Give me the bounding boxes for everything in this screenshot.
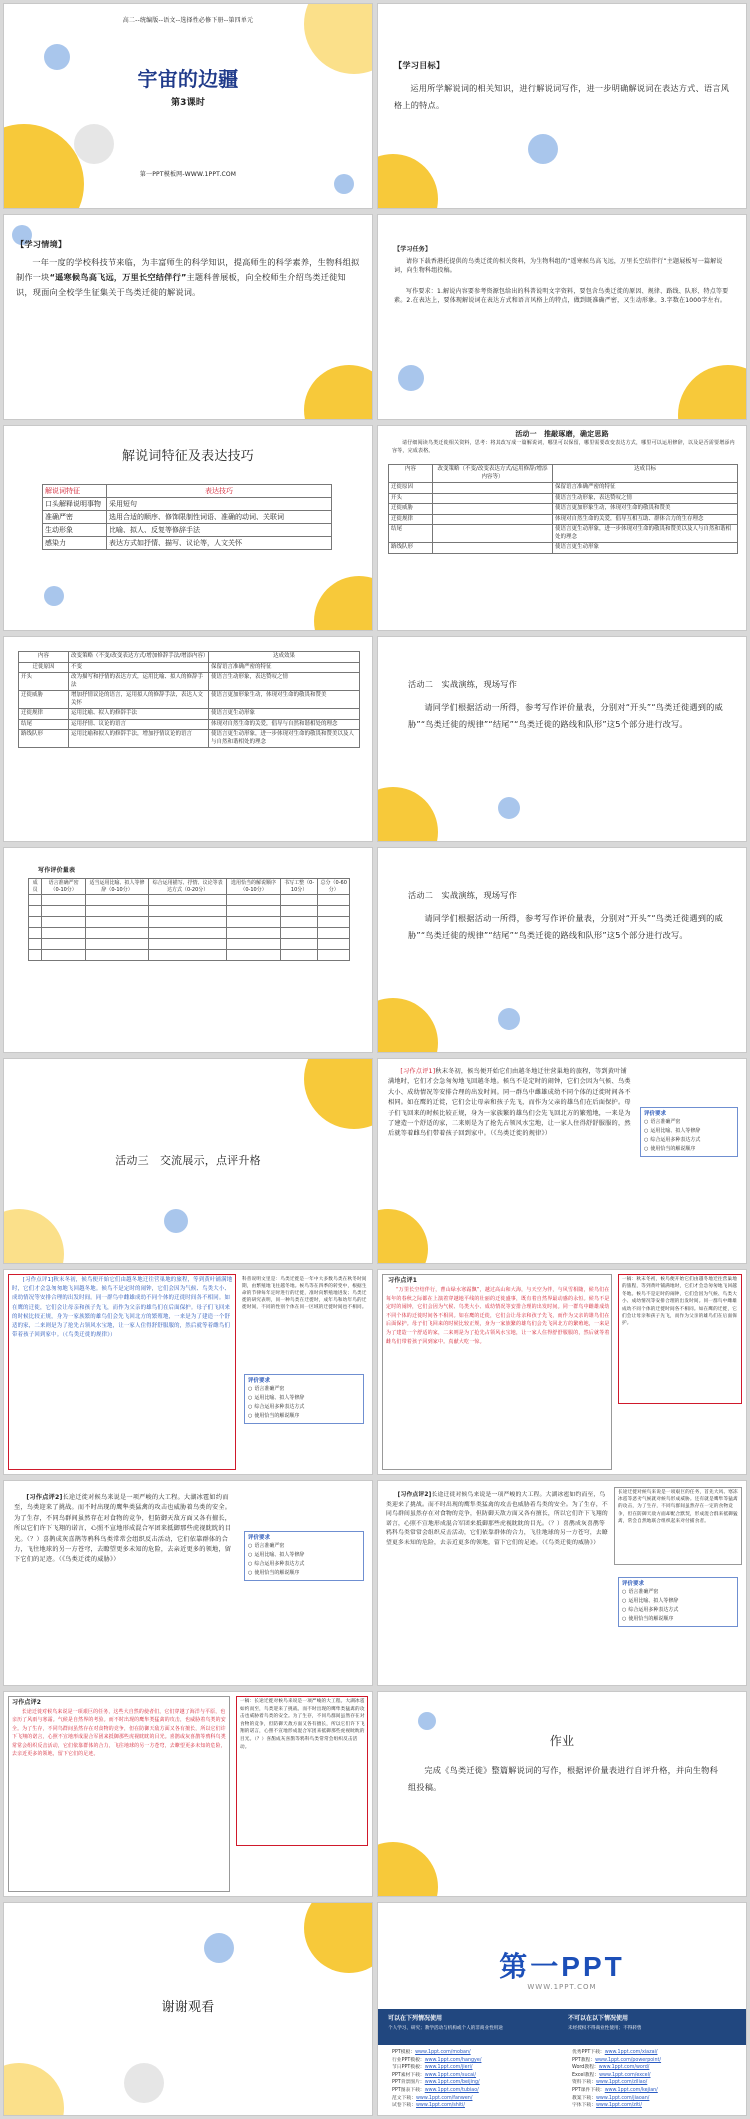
- table-cell: 保留语言准确严密的特征: [209, 662, 360, 673]
- table-header: 改变策略（不变/改变表达方式/运用修辞/增添内容等）: [433, 465, 553, 483]
- table-cell: [433, 504, 553, 515]
- decor-circle: [124, 2063, 164, 2103]
- table-cell: 准确严密: [43, 511, 107, 524]
- table-cell: 开头: [389, 493, 433, 504]
- table-header: 达成目标: [553, 465, 738, 483]
- criteria-title: 评价要求: [644, 1111, 667, 1117]
- link-row[interactable]: [392, 2087, 481, 2095]
- table-header: 解说词特征: [43, 485, 107, 498]
- decor-circle: [377, 154, 438, 209]
- thanks-text: 谢谢观看: [161, 2000, 215, 2015]
- link-url[interactable]: www.1ppt.com/hangye/: [424, 2057, 482, 2063]
- criteria-box: [618, 1577, 738, 1627]
- table-cell[interactable]: [29, 906, 42, 917]
- review-label: [习作点评1]: [400, 1068, 436, 1075]
- section-heading: 【学习情境】: [16, 239, 67, 249]
- table-header: 语言准确严密（0-10分）: [42, 879, 86, 895]
- slide-activity-three: [3, 1058, 373, 1264]
- table-cell[interactable]: [86, 917, 149, 928]
- decor-circle: [314, 576, 373, 631]
- link-row[interactable]: [392, 2072, 481, 2080]
- decor-circle: [3, 2063, 64, 2116]
- criteria-item: ○ 综合运用多种表达方式: [248, 1403, 360, 1412]
- table-cell: 迁徙规律: [19, 709, 69, 720]
- link-label: 范文下载：: [392, 2095, 416, 2101]
- table-cell[interactable]: [227, 928, 280, 939]
- table-header: 达成效果: [209, 652, 360, 663]
- table-cell: 感染力: [43, 537, 107, 550]
- decor-circle: [377, 1209, 428, 1264]
- link-url[interactable]: www.1ppt.com/excel/: [599, 2072, 651, 2078]
- usage-band: [378, 2009, 746, 2045]
- criteria-item: ○ 语言准确严密: [622, 1588, 734, 1597]
- link-label: PPT教程：: [572, 2057, 596, 2063]
- table-header: 选用恰当的解说顺序（0-10分）: [227, 879, 280, 895]
- link-row[interactable]: [392, 2079, 481, 2087]
- criteria-item: ○ 运用比喻、拟人等修辞: [622, 1597, 734, 1606]
- slide-strategy-answers: [3, 636, 373, 842]
- essay-text: [12, 1276, 234, 1340]
- revised-essay: “万里长空结伴行，曹山绿水寒霜飘”，越过高山和大海，与天空为伴，与风雪相随，候鸟们在每年的春秋之际都在上演着穿越地平线的壮丽的迁徙盛事，既有着自然界最动感的永恒。候鸟不是定时的闹钟，它们会因为气候、鸟类大小、成幼情况等安排合理的出发时间。同一群鸟中雌雄成幼不同个体的迁徙时间各不相同。如在鹰的迁徙，它们会让母亲和孩子先飞，而作为父亲的雄鸟们在后面保护。母子们飞回来的时候比较正规，身为一家族繁的雄鸟们会先飞回北方的繁殖地，一来是为了建造一个舒适的家，二来则是为了抢先占领风水宝地，让一家人住得舒舒服服的，然后就等着雌鸟们带着孩子回到家中。真献大吃一惊。: [386, 1287, 610, 1345]
- table-cell[interactable]: [29, 950, 42, 961]
- table-cell: 改为描写和抒情的表达方式，运用比喻、拟人的修辞手法: [69, 673, 209, 691]
- link-url[interactable]: www.1ppt.com/ziliao/: [596, 2080, 648, 2086]
- source-note: 长途迁徙对候鸟来说是一项艰巨的任务，首先大风、寒冻冰雹等恶劣气候就对候鸟形成威胁。还有就是鹰隼等猛禽的攻击，为了生存，不同鸟群间虽然存在一定的食物竞争，但在防御天敌方面却配合默契，形成混合群来抵御猛禽，常会自然地联合组织起来对付捕食者。: [618, 1490, 738, 1524]
- table-cell: 增加抒情议论的语言，运用拟人的修辞手法，表达人文关怀: [69, 691, 209, 709]
- criteria-item: ○ 综合运用多种表达方式: [248, 1560, 360, 1569]
- table-cell: 迁徙原因: [389, 483, 433, 494]
- essay-body: 长途迁徙对候鸟来说是一项严峻的大工程。大湖冰雹如约而至，鸟类迎来了挑战。而不时出现的鹰隼类猛禽的攻击也威胁着鸟类的安全。为了生存，不同鸟群间虽然存在对食物的竞争，但防御天敌方面又各有擅长，所以它们许下飞翔的诺言，心照不宣地形成混合军团来抵御那些虎视眈眈的目光。（？）喜鹊成灰喜鹊等鸦科鸟类常常会组织反击活动，它们依靠群体的合力，飞往地球的另一方苍穹，去瞭望更多未知的危险，去亲近更多的领地，留下它们的足迹。（《鸟类迁徙的威胁》）: [14, 1494, 232, 1564]
- table-cell: 迁徙规律: [389, 514, 433, 525]
- links-left: [392, 2049, 481, 2110]
- table-cell[interactable]: [148, 939, 226, 950]
- table-header: 总分（0-60分）: [318, 879, 350, 895]
- link-row[interactable]: [572, 2049, 661, 2057]
- homework-text: 完成《鸟类迁徙》整篇解说词的写作，根据评价量表进行自评升格，并向生物科组投稿。: [408, 1765, 718, 1792]
- table-cell[interactable]: [227, 939, 280, 950]
- table-cell: 使语言更生动形象: [553, 543, 738, 554]
- table-cell: [433, 525, 553, 543]
- table-cell: 结尾: [389, 525, 433, 543]
- table-cell[interactable]: [280, 906, 318, 917]
- table-cell[interactable]: [227, 917, 280, 928]
- link-row[interactable]: [572, 2064, 661, 2072]
- table-cell: 比喻、拟人、反复等修辞手法: [107, 524, 332, 537]
- strategy-answer-table: [18, 651, 360, 748]
- decor-circle: [204, 1933, 234, 1963]
- slide-activity-two: [377, 636, 747, 842]
- table-header: 改变策略（不变/改变表达方式/增加修辞手法/增添内容）: [69, 652, 209, 663]
- link-url[interactable]: www.1ppt.com/shiti/: [416, 2103, 465, 2109]
- slide-title: [3, 3, 373, 209]
- decor-circle: [3, 1209, 64, 1264]
- table-cell[interactable]: [42, 906, 86, 917]
- link-url[interactable]: www.1ppt.com/tubiao/: [424, 2087, 479, 2093]
- activity-title: 活动二 实战演练，现场写作: [408, 679, 518, 689]
- body-part: 主题科普展板，向全校师生介绍鸟类迁徙知识，现面向全校学生征集关于鸟类迁徙的解说词。: [16, 272, 346, 297]
- table-cell[interactable]: [42, 917, 86, 928]
- criteria-box: [244, 1374, 364, 1424]
- table-cell: 使语言更生动形象，进一步体现对生命的敬畏和赞美以及人与自然和谐相处的理念: [209, 730, 360, 748]
- criteria-box: [640, 1107, 738, 1157]
- decor-circle: [3, 124, 84, 209]
- slide-review-one-annotated: [3, 1269, 373, 1475]
- features-table: [42, 484, 332, 550]
- table-cell[interactable]: [86, 939, 149, 950]
- table-cell: [433, 483, 553, 494]
- link-row[interactable]: [572, 2057, 661, 2065]
- slide-title-text: 解说词特征及表达技巧: [121, 449, 254, 464]
- table-cell: 生动形象: [43, 524, 107, 537]
- decor-circle: [377, 1842, 438, 1897]
- essay-text: [386, 1491, 608, 1549]
- table-cell[interactable]: [280, 917, 318, 928]
- forbidden-text: 未经授权不得商业性使用；不得转售: [568, 2026, 642, 2031]
- link-label: 字体下载：: [572, 2103, 596, 2109]
- forbidden-title: 不可以在以下情况使用: [568, 2015, 629, 2022]
- table-cell[interactable]: [148, 928, 226, 939]
- review-label: [习作点评1]: [22, 1277, 54, 1283]
- criteria-box: [244, 1531, 364, 1581]
- link-row[interactable]: [392, 2064, 481, 2072]
- decor-circle: [528, 134, 558, 164]
- criteria-item: ○ 语言准确严密: [248, 1385, 360, 1394]
- criteria-item: ○ 运用比喻、拟人等修辞: [644, 1127, 734, 1136]
- table-header: 内容: [389, 465, 433, 483]
- table-cell: [433, 493, 553, 504]
- activity-title: 活动三 交流展示，点评升格: [115, 1154, 261, 1167]
- body-part: 一年一度的学校科技节来临，为丰富师生的科学知识，提高师生的科学素养，生物科组拟制作一块: [16, 257, 360, 282]
- table-cell: 使语言生动形象，表达赞叹之情: [209, 673, 360, 691]
- table-cell: 使语言更加形象生动，体现对生命的敬畏和赞美: [553, 504, 738, 515]
- footer-site: 第一PPT模板网-WWW.1PPT.COM: [139, 171, 237, 178]
- criteria-item: ○ 语言准确严密: [248, 1542, 360, 1551]
- table-cell[interactable]: [29, 895, 42, 906]
- table-header: 表达技巧: [107, 485, 332, 498]
- decor-circle: [377, 998, 438, 1053]
- table-header: 内容: [19, 652, 69, 663]
- link-row[interactable]: [392, 2095, 481, 2103]
- link-url[interactable]: www.1ppt.com/word/: [598, 2065, 650, 2071]
- table-cell[interactable]: [318, 895, 350, 906]
- essay-body: 秋末冬初，候鸟便开始它们由越冬地迁往营巢地的旅程，等到黄叶铺满地时，它们才会急匆匆地飞回越冬地。候鸟不是定时的闹钟，它们会因为气候、鸟类大小、成幼情况等安排合理的出发时间。同一群鸟中雌雄成幼不同个体的迁徙时间各不相同。如在鹰的迁徙，它们会让母亲和孩子先飞，而作为父亲的雄鸟们在后面保护。母子们飞回来的时候比较正规，身为一家族繁的雄鸟们会先飞回北方的繁殖地，一来是为了建造一个舒适的家，二来则是为了抢先占领风水宝地，让一家人住得舒舒服服的，然后就等着雌鸟们带着孩子回到家中。（《鸟类迁徙的规律》）: [12, 1277, 233, 1339]
- table-cell: 体现对自然生命的关爱，倡导与自然和谐相处的理念: [209, 719, 360, 730]
- body-text: 运用所学解说词的相关知识，进行解说词写作，进一步明确解说词在表达方式、语言风格上的特点。: [394, 83, 730, 110]
- slide-thanks: [3, 1902, 373, 2116]
- link-label: 行业PPT模板：: [392, 2057, 425, 2063]
- review-label: [习作点评2]: [26, 1494, 63, 1501]
- table-cell: 体现对自然生命的关爱，倡导互相互助、群体合力的生存理念: [553, 514, 738, 525]
- table-cell: 使语言更加形象生动，体现对生命的敬畏和赞美: [209, 691, 360, 709]
- table-cell[interactable]: [42, 939, 86, 950]
- slide-homework: [377, 1691, 747, 1897]
- table-cell[interactable]: [280, 950, 318, 961]
- table-cell[interactable]: [29, 917, 42, 928]
- revised-essay: 长途迁徙对候鸟来说是一项艰巨的任务，这些大自然的使者们，它们穿越了海洋与平原，也亲历了风雨与寒霜。气候是自然界的考验。而不时出现的鹰隼类猛禽的攻击，也威胁着鸟类的安全。为了生存，不同鸟群间虽然存在对食物的竞争，但在防御天敌方面又各有擅长，所以它们许下飞翔的诺言，心照不宣地形成混合军团来抵御那些虎视眈眈的目光。喜鹊或灰喜鹊等鸦科鸟类常常会组织反击活动，它们依靠群体的合力，飞往地球的另一方苍穹，去瞭望更多未知的危险，去亲近更多的领地，留下它们的足迹。: [12, 1709, 226, 1758]
- decor-circle: [44, 586, 64, 606]
- review-label: 习作点评2: [12, 1699, 42, 1706]
- table-cell[interactable]: [86, 906, 149, 917]
- table-cell: 使语言更生动形象，进一步体现对生命的敬畏和赞美以及人与自然和谐相处的理念: [553, 525, 738, 543]
- decor-circle: [377, 787, 438, 842]
- link-row[interactable]: [572, 2087, 661, 2095]
- decor-circle: [304, 365, 373, 420]
- decor-circle: [678, 365, 747, 420]
- table-cell[interactable]: [86, 950, 149, 961]
- link-url[interactable]: www.1ppt.com/ziti/: [596, 2103, 642, 2109]
- decor-circle: [304, 1058, 373, 1129]
- table-cell: 运用比喻和拟人的修辞手法，增加抒情议论的语言: [69, 730, 209, 748]
- link-row[interactable]: [572, 2095, 661, 2103]
- criteria-title: 评价要求: [622, 1581, 645, 1587]
- homework-title: 作业: [549, 1734, 575, 1748]
- review-label: [习作点评2]: [397, 1492, 432, 1498]
- essay-body: 秋末冬初，候鸟便开始它们由越冬地迁往营巢地的旅程，等到黄叶铺满地时，它们才会急匆匆地飞回越冬地。候鸟不是定时的闹钟，它们会因为气候、鸟类大小、成幼情况等安排合理的出发时间。同一群鸟中雌雄成幼不同个体的迁徙时间各不相同。如在鹰的迁徙，它们会让母亲和孩子先飞，而作为父亲的雄鸟们在后面保护。母子们飞回来的时候比较正规，身为一家族繁的雄鸟们会先飞回北方的繁殖地，一来是为了建造一个舒适的家，二来则是为了抢先占领风水宝地，让一家人住得舒舒服服的，然后就等着雌鸟们带着孩子回到家中。（《鸟类迁徙的规律》）: [388, 1068, 631, 1138]
- rubric-title: 写作评价量表: [38, 867, 76, 874]
- table-cell[interactable]: [42, 928, 86, 939]
- link-label: 优秀PPT下载：: [572, 2050, 605, 2055]
- slide-activity-two-repeat: [377, 847, 747, 1053]
- brand-logo: 第一PPT: [499, 1951, 625, 1982]
- draft-text: 一稿：长途迁徙对候鸟来说是一项严峻的大工程。大湖冰雹如约而至，鸟类迎来了挑战。而不时出现的鹰隼类猛禽的攻击也威胁着鸟类的安全。为了生存，不同鸟群间虽然存在对食物的竞争，但防御天敌方面又各有擅长，所以它们许下飞翔的诺言，心照不宣地形成混合军团来抵御那些虎视眈眈的目光。（？）喜鹊成灰喜鹊等鸦科鸟类常常会组织反击活动。: [240, 1699, 365, 1750]
- slide-goals: [377, 3, 747, 209]
- slide-review-one: [377, 1058, 747, 1264]
- decor-circle: [74, 124, 114, 164]
- table-cell[interactable]: [318, 906, 350, 917]
- decor-circle: [498, 797, 520, 819]
- criteria-item: ○ 使用恰当的解说顺序: [248, 1569, 360, 1578]
- table-cell[interactable]: [227, 895, 280, 906]
- activity-intro: 请仔细阅读鸟类迁徙相关资料，思考：将其改写成一篇解说词，哪里可以保留，哪里需要改变表达方式，哪里可以运用修辞，以及是否需要增添内容等，完成表格。: [392, 440, 735, 454]
- link-url[interactable]: www.1ppt.com/jiaoan/: [596, 2095, 650, 2101]
- slide-task: [377, 214, 747, 420]
- activity-text: 请同学们根据活动一所得，参考写作评价量表，分别对“开头”“鸟类迁徙遇到的威胁”“鸟类迁徙的规律”“结尾”“鸟类迁徙的路线和队形”这5个部分进行改写。: [408, 702, 723, 729]
- link-row[interactable]: [392, 2102, 481, 2110]
- table-cell: 不变: [69, 662, 209, 673]
- slide-review-two: [3, 1480, 373, 1686]
- link-url[interactable]: www.1ppt.com/kejian/: [604, 2087, 658, 2093]
- link-label: 教案下载：: [572, 2095, 596, 2101]
- slide-review-one-revised: [377, 1269, 747, 1475]
- rubric-table: [28, 878, 350, 961]
- table-cell: 路线队形: [389, 543, 433, 554]
- essay-body: 长途迁徙对候鸟来说是一项严峻的大工程。大湖冰雹如约而至，鸟类迎来了挑战。而不时出现的鹰隼类猛禽的攻击也威胁着鸟类的安全。为了生存，不同鸟群间虽然存在对食物的竞争，但防御天敌方面又各有擅长，所以它们许下飞翔的诺言，心照不宣地形成混合军团来抵御那些虎视眈眈的目光。（？）喜鹊成灰喜鹊等鸦科鸟类常常会组织反击活动，它们依靠群体的合力，飞往地球的另一方苍穹，去瞭望更多未知的危险，去亲近更多的领地，留下它们的足迹。（《鸟类迁徙的威胁》）: [386, 1492, 608, 1546]
- link-url[interactable]: www.1ppt.com/xiazai/: [604, 2050, 658, 2055]
- strategy-table: [388, 464, 738, 554]
- decor-circle: [304, 1902, 373, 1973]
- activity-text: 请同学们根据活动一所得，参考写作评价量表，分别对“开头”“鸟类迁徙遇到的威胁”“鸟类迁徙的规律”“结尾”“鸟类迁徙的路线和队形”这5个部分进行改写。: [408, 913, 723, 940]
- table-header: 适当运用比喻、拟人等修辞（0-10分）: [86, 879, 149, 895]
- table-header: 书写工整（0-10分）: [280, 879, 318, 895]
- table-cell[interactable]: [280, 939, 318, 950]
- slide-review-two-revised: [3, 1691, 373, 1897]
- link-label: PPT素材下载：: [392, 2072, 425, 2078]
- decor-circle: [398, 365, 424, 391]
- table-cell[interactable]: [148, 906, 226, 917]
- table-cell[interactable]: [318, 928, 350, 939]
- slide-credits: [377, 1902, 747, 2116]
- link-label: 资料下载：: [572, 2080, 596, 2086]
- section-heading: 【学习目标】: [394, 60, 445, 70]
- table-cell: [433, 543, 553, 554]
- slide-situation: [3, 214, 373, 420]
- table-cell: 采用短句: [107, 498, 332, 511]
- essay-text: [388, 1067, 633, 1140]
- table-header: 综合运用描写、抒情、议论等表达方式（0-20分）: [148, 879, 226, 895]
- table-cell: 表达方式如抒情、描写、议论等，人文关怀: [107, 537, 332, 550]
- link-row[interactable]: [392, 2049, 481, 2057]
- table-cell[interactable]: [318, 939, 350, 950]
- activity-title: 活动二 实战演练，现场写作: [408, 890, 518, 900]
- page-title: 宇宙的边疆: [137, 67, 239, 91]
- draft-text: 一稿：秋末冬初，候鸟便开始它们由越冬地迁往营巢地的旅程，等到黄叶铺满地时，它们才会急匆匆地飞回越冬地。候鸟不是定时的闹钟，它们会因为气候、鸟类大小、成幼情况等安排合理的出发时间。同一群鸟中雌雄成幼不同个体的迁徙时间各不相同。如在鹰的迁徙，它们会让母亲和孩子先飞，而作为父亲的雄鸟们在后面保护。: [622, 1277, 738, 1327]
- task-requirements: 写作要求：1.解说内容要参考资源包给出的科普说明文字资料，要包含鸟类迁徙的原因、规律、路线、队形、特点等要素。2.在表达上，要体现解说词在表达方式和语言风格上的特点，做到既准确严密，又生动形象。3.字数在1000字左右。: [394, 288, 729, 304]
- criteria-item: ○ 运用比喻、拟人等修辞: [248, 1394, 360, 1403]
- link-label: Word教程：: [572, 2065, 599, 2071]
- section-heading: 【学习任务】: [394, 246, 432, 253]
- table-cell: 运用抒情、议论的语言: [69, 719, 209, 730]
- link-label: PPT背景图片：: [392, 2080, 425, 2086]
- review-label: 习作点评1: [388, 1277, 418, 1284]
- table-cell: 运用比喻、拟人的修辞手法: [69, 709, 209, 720]
- link-label: 试卷下载：: [392, 2103, 416, 2109]
- table-cell: 使语言生动形象，表达赞叹之情: [553, 493, 738, 504]
- link-label: Excel教程：: [572, 2072, 600, 2078]
- link-url[interactable]: www.1ppt.com/moban/: [415, 2050, 471, 2055]
- links-right: [572, 2049, 661, 2110]
- criteria-item: ○ 使用恰当的解说顺序: [622, 1615, 734, 1624]
- table-cell[interactable]: [29, 928, 42, 939]
- body-text: [16, 255, 362, 300]
- lesson-subtitle: 第3课时: [170, 98, 206, 108]
- task-text: 请你下载香港托提供的鸟类迁徙的相关资料，为生物科组的“遥寒候鸟高飞远，万里长空结伴行”主题展板写一篇解说词，向生物科组投稿。: [394, 258, 723, 274]
- slide-rubric: [3, 847, 373, 1053]
- table-cell: 迁徙原因: [19, 662, 69, 673]
- link-label: 节日PPT模板：: [392, 2065, 425, 2071]
- criteria-item: ○ 使用恰当的解说顺序: [248, 1412, 360, 1421]
- course-header: 高二--统编版--语文--选择性必修下册--第四单元: [122, 17, 254, 24]
- criteria-title: 评价要求: [248, 1378, 271, 1384]
- activity-title: 活动一 推敲琢磨，确定思路: [515, 430, 609, 438]
- table-cell[interactable]: [318, 917, 350, 928]
- allowed-title: 可以在下列情况使用: [388, 2015, 443, 2022]
- link-url[interactable]: www.1ppt.com/sucai/: [424, 2072, 477, 2078]
- table-cell[interactable]: [280, 895, 318, 906]
- theme-highlight: “遥寒候鸟高飞远，万里长空结伴行”: [49, 272, 187, 282]
- allowed-text: 个人学习、研究；教学活动与机构或个人的非商业性用途: [388, 2026, 503, 2031]
- table-cell[interactable]: [318, 950, 350, 961]
- table-cell: 保留语言准确严密的特征: [553, 483, 738, 494]
- table-cell[interactable]: [280, 928, 318, 939]
- table-cell[interactable]: [86, 928, 149, 939]
- decor-circle: [498, 1008, 520, 1030]
- table-cell[interactable]: [227, 950, 280, 961]
- link-url[interactable]: www.1ppt.com/beijing/: [424, 2080, 480, 2086]
- table-cell[interactable]: [42, 895, 86, 906]
- criteria-item: ○ 综合运用多种表达方式: [622, 1606, 734, 1615]
- decor-circle: [304, 3, 373, 74]
- table-cell: 迁徙威胁: [19, 691, 69, 709]
- table-cell[interactable]: [148, 950, 226, 961]
- link-row[interactable]: [572, 2079, 661, 2087]
- brand-url[interactable]: WWW.1PPT.COM: [527, 1983, 597, 1991]
- link-label: PPT模板：: [392, 2050, 416, 2055]
- table-cell[interactable]: [227, 906, 280, 917]
- source-note: 科普说明文里是：鸟类迁徙是一年中大多数鸟类在秋冬时间期，由繁殖地飞往越冬地。候鸟等在四季的转变中，根据生命的节律每年定时进行的迁徙，准时向繁殖地进发；鸟类迁徙的研究表明，同一种鸟类在迁徙时，成年鸟和幼年鸟的迁徙时间，不同的性别个体在同一区域的迁徙时间也不相同。: [242, 1277, 367, 1310]
- criteria-title: 评价要求: [248, 1535, 271, 1541]
- criteria-item: ○ 使用恰当的解说顺序: [644, 1145, 734, 1154]
- table-cell: 迁徙威胁: [389, 504, 433, 515]
- table-cell: 路线队形: [19, 730, 69, 748]
- table-cell: 口头解释说明事物: [43, 498, 107, 511]
- table-cell: 结尾: [19, 719, 69, 730]
- table-cell[interactable]: [29, 939, 42, 950]
- link-row[interactable]: [572, 2102, 661, 2110]
- essay-text: [14, 1493, 236, 1566]
- link-url[interactable]: www.1ppt.com/fanwen/: [416, 2095, 473, 2101]
- slide-review-two-annotated: [377, 1480, 747, 1686]
- link-row[interactable]: [572, 2072, 661, 2080]
- table-cell[interactable]: [148, 895, 226, 906]
- slide-activity-one: [377, 425, 747, 631]
- link-url[interactable]: www.1ppt.com/powerpoint/: [595, 2057, 662, 2063]
- slide-features: [3, 425, 373, 631]
- table-cell: 使语言更生动形象: [209, 709, 360, 720]
- table-cell[interactable]: [86, 895, 149, 906]
- criteria-item: ○ 运用比喻、拟人等修辞: [248, 1551, 360, 1560]
- link-label: PPT图表下载：: [392, 2087, 425, 2093]
- table-cell: 选用合适的顺序、修饰限制性词语、准确的动词、关联词: [107, 511, 332, 524]
- criteria-item: ○ 语言准确严密: [644, 1118, 734, 1127]
- link-label: PPT课件下载：: [572, 2087, 605, 2093]
- decor-circle: [418, 1712, 436, 1730]
- table-cell[interactable]: [148, 917, 226, 928]
- table-cell: [433, 514, 553, 525]
- criteria-item: ○ 综合运用多种表达方式: [644, 1136, 734, 1145]
- table-header: 成员: [29, 879, 42, 895]
- decor-circle: [164, 1209, 188, 1233]
- table-cell[interactable]: [42, 950, 86, 961]
- link-row[interactable]: [392, 2057, 481, 2065]
- table-cell: 开头: [19, 673, 69, 691]
- link-url[interactable]: www.1ppt.com/jieri/: [424, 2065, 473, 2071]
